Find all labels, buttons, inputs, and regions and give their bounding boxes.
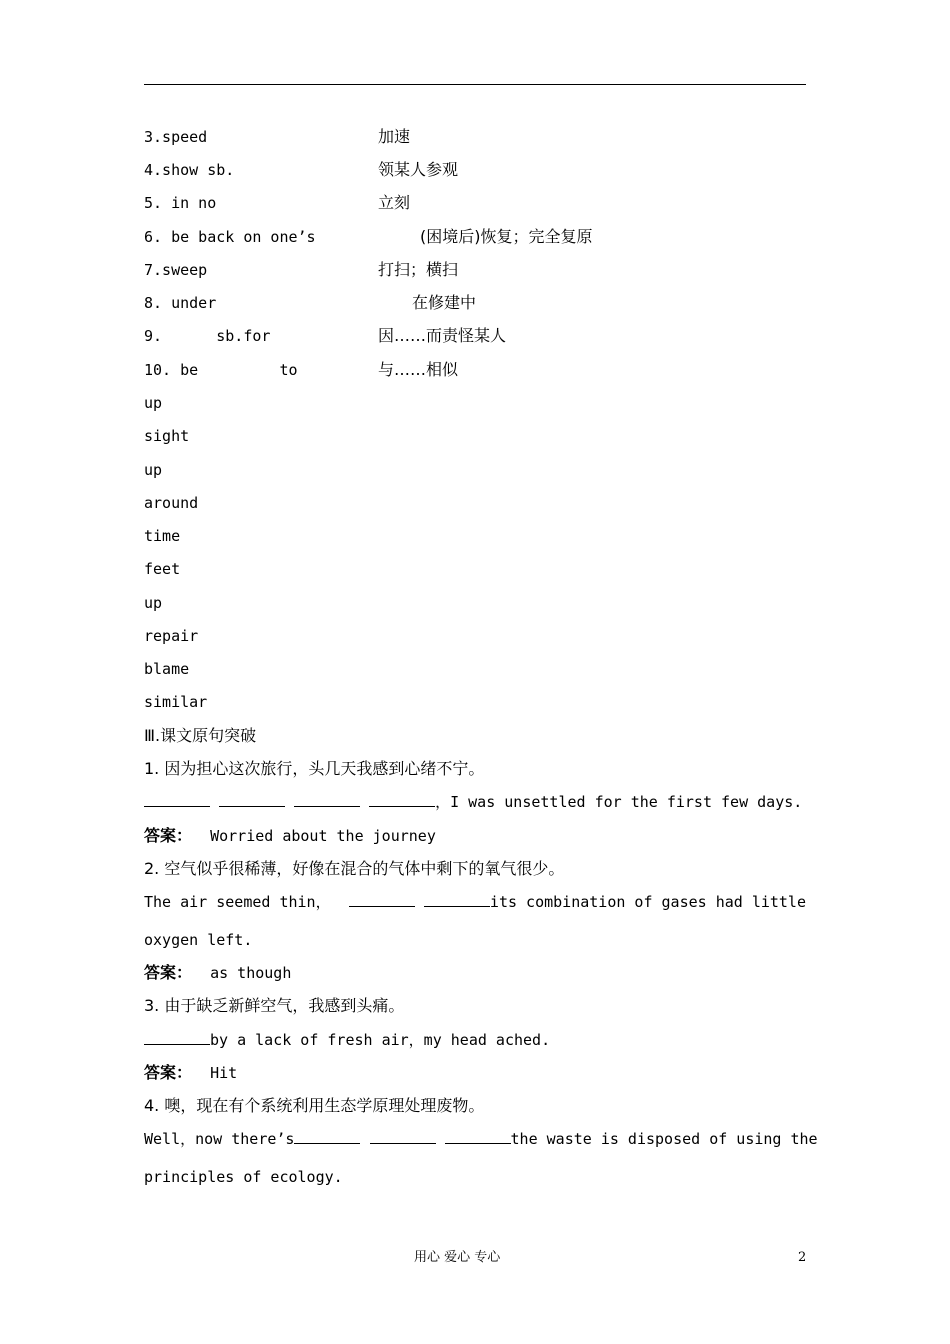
vocab-en-10: 10. be to	[144, 361, 298, 379]
question-1-answer	[144, 826, 436, 846]
blank-line	[144, 792, 210, 807]
question-3-prompt: 3. 由于缺乏新鲜空气，我感到头痛。	[144, 996, 405, 1015]
answer-label: 答案：	[144, 1063, 193, 1082]
vocab-en-6: 6. be back on one’s	[144, 228, 316, 246]
vocab-en-8: 8. under	[144, 294, 217, 312]
question-2-sentence-mid: its combination of gases had little	[489, 893, 806, 911]
answer-word: blame	[144, 660, 190, 678]
page-footer: 用心 爱心 专心	[414, 1250, 501, 1265]
question-1-sentence	[144, 792, 802, 812]
vocab-cn-3: 加速	[378, 127, 411, 146]
question-4-prompt: 4. 噢，现在有个系统利用生态学原理处理废物。	[144, 1096, 485, 1115]
section-title: Ⅲ.课文原句突破	[144, 726, 257, 745]
blank-line	[294, 792, 360, 807]
vocab-cn-9: 因……而责怪某人	[378, 326, 507, 345]
blank-line	[369, 792, 435, 807]
vocab-cn-4: 领某人参观	[378, 160, 459, 179]
question-2-sentence-line2: oxygen left.	[144, 931, 253, 949]
answer-word: up	[144, 394, 163, 412]
question-4-sentence-tail: the waste is disposed of using the	[510, 1130, 818, 1148]
vocab-cn-5: 立刻	[378, 193, 411, 212]
question-4-sentence	[144, 1129, 818, 1149]
blank-line	[294, 1129, 360, 1144]
answer-label: 答案：	[144, 963, 193, 982]
vocab-en-5: 5. in no	[144, 194, 217, 212]
question-1-prompt: 1. 因为担心这次旅行，头几天我感到心绪不宁。	[144, 759, 485, 778]
answer-text: as though	[210, 964, 292, 982]
page-number: 2	[798, 1250, 807, 1265]
question-2-sentence-head: The air seemed thin，	[144, 893, 331, 911]
blank-line	[144, 1030, 210, 1045]
question-2-answer	[144, 963, 291, 983]
question-1-sentence-tail: ，I was unsettled for the first few days.	[435, 793, 803, 811]
vocab-en-9: 9. sb.for	[144, 327, 271, 345]
blank-line	[219, 792, 285, 807]
question-3-sentence-tail: by a lack of fresh air，my head ached.	[210, 1031, 551, 1049]
vocab-cn-10: 与……相似	[378, 360, 459, 379]
blank-line	[445, 1129, 511, 1144]
question-2-sentence	[144, 892, 806, 912]
header-rule	[144, 84, 806, 85]
answer-word: similar	[144, 693, 208, 711]
question-4-sentence-head: Well，now there’s	[144, 1130, 295, 1148]
vocab-en-4: 4.show sb.	[144, 161, 235, 179]
vocab-cn-7: 打扫；横扫	[378, 260, 459, 279]
question-3-sentence	[144, 1030, 550, 1050]
answer-word: feet	[144, 560, 181, 578]
blank-group	[144, 1129, 511, 1149]
blank-line	[349, 892, 415, 907]
blank-line	[424, 892, 490, 907]
question-2-prompt: 2. 空气似乎很稀薄，好像在混合的气体中剩下的氧气很少。	[144, 859, 565, 878]
blank-group	[349, 892, 806, 912]
answer-text: Hit	[210, 1064, 238, 1082]
answer-word: sight	[144, 427, 190, 445]
vocab-en-7: 7.sweep	[144, 261, 208, 279]
answer-label: 答案：	[144, 826, 193, 845]
question-4-sentence-line2: principles of ecology.	[144, 1168, 343, 1186]
vocab-cn-8: 在修建中	[412, 293, 477, 312]
answer-word: around	[144, 494, 199, 512]
answer-text: Worried about the journey	[210, 827, 436, 845]
blank-line	[370, 1129, 436, 1144]
question-3-answer	[144, 1063, 237, 1083]
answer-word: repair	[144, 627, 199, 645]
answer-word: up	[144, 461, 163, 479]
vocab-cn-6: (困境后)恢复；完全复原	[420, 227, 593, 246]
vocab-en-3: 3.speed	[144, 128, 208, 146]
answer-word: up	[144, 594, 163, 612]
answer-word: time	[144, 527, 181, 545]
